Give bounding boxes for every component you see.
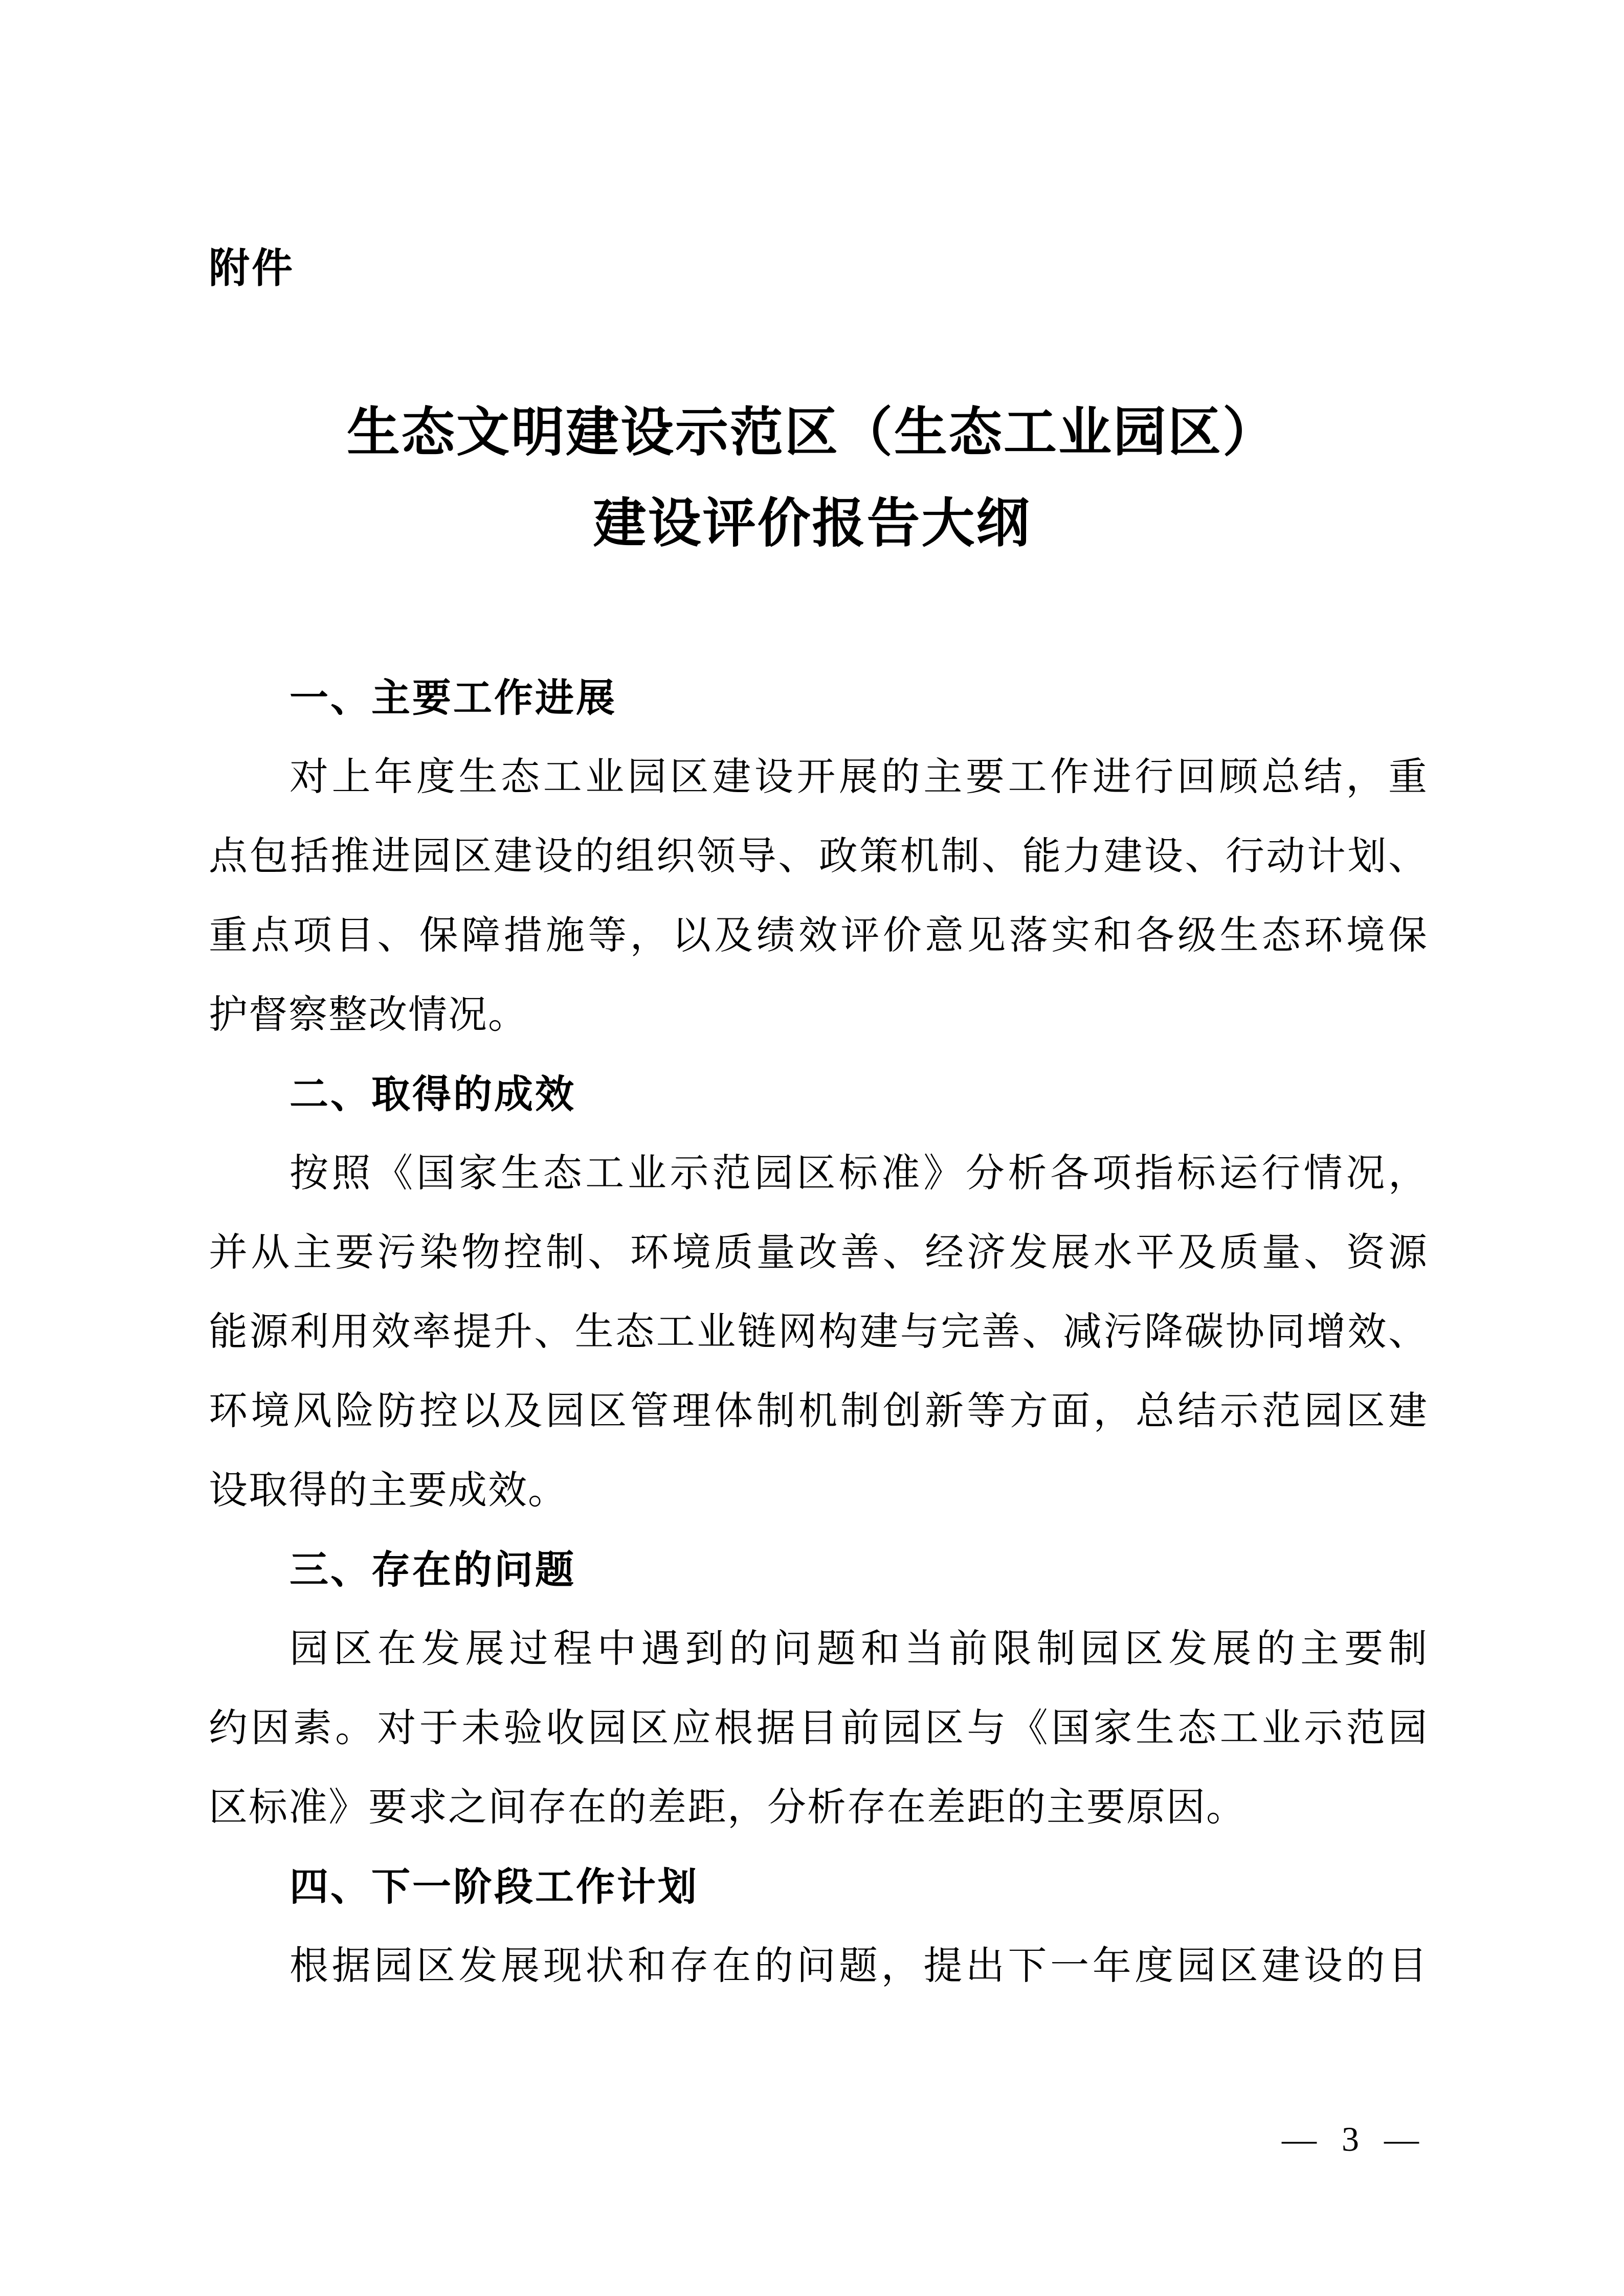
section-1-heading: 一、主要工作进展 <box>290 677 617 720</box>
document-title <box>0 388 1624 570</box>
section-3-paragraph-line: 园区在发展过程中遇到的问题和当前限制园区发展的主要制 <box>290 1628 1428 1671</box>
attachment-label: 附件 <box>209 245 295 291</box>
document-title-line-2: 建设评价报告大纲 <box>593 494 1031 553</box>
section-2-paragraph-line: 设取得的主要成效。 <box>209 1469 568 1512</box>
section-1-paragraph-line: 护督察整改情况。 <box>209 994 528 1037</box>
section-4-paragraph-line: 根据园区发展现状和存在的问题，提出下一年度园区建设的目 <box>290 1945 1428 1988</box>
section-2-paragraph-line: 按照《国家生态工业示范园区标准》分析各项指标运行情况， <box>290 1152 1428 1195</box>
section-3-paragraph-line: 区标准》要求之间存在的差距，分析存在差距的主要原因。 <box>209 1786 1246 1829</box>
section-1-paragraph-line: 对上年度生态工业园区建设开展的主要工作进行回顾总结，重 <box>290 756 1428 799</box>
document-title-line-1: 生态文明建设示范区（生态工业园区） <box>346 403 1277 462</box>
section-3-paragraph-line: 约因素。对于未验收园区应根据目前园区与《国家生态工业示范园 <box>209 1707 1428 1750</box>
document-body <box>209 659 1428 2006</box>
section-3-heading: 三、存在的问题 <box>290 1548 576 1592</box>
section-2-heading: 二、取得的成效 <box>290 1073 576 1116</box>
section-4-heading: 四、下一阶段工作计划 <box>290 1865 699 1909</box>
section-2-paragraph-line: 能源利用效率提升、生态工业链网构建与完善、减污降碳协同增效、 <box>209 1311 1428 1354</box>
section-2-paragraph-line: 并从主要污染物控制、环境质量改善、经济发展水平及质量、资源 <box>209 1231 1428 1274</box>
section-2-paragraph-line: 环境风险防控以及园区管理体制机制创新等方面，总结示范园区建 <box>209 1390 1428 1433</box>
page-number: — 3 — <box>1282 2120 1427 2158</box>
section-1-paragraph-line: 点包括推进园区建设的组织领导、政策机制、能力建设、行动计划、 <box>209 835 1428 878</box>
section-1-paragraph-line: 重点项目、保障措施等，以及绩效评价意见落实和各级生态环境保 <box>209 914 1428 957</box>
